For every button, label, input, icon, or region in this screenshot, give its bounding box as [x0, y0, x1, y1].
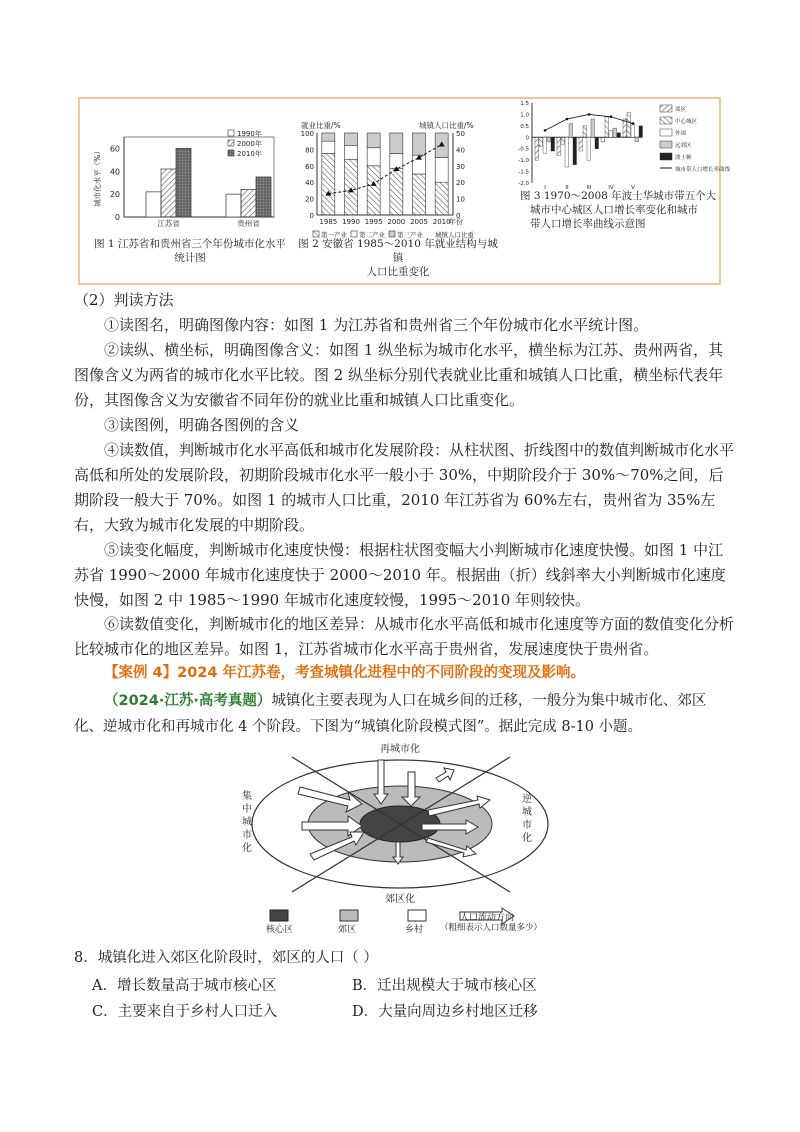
fig3-legend-label: 郊区 — [675, 107, 687, 113]
fig1-legend-swatch — [228, 130, 234, 136]
fig2-xtick: 2000 — [387, 218, 406, 226]
fig2-bar-segment — [390, 133, 403, 154]
fig3-legend-label: 外围 — [675, 131, 687, 137]
option-c[interactable]: C．主要来自于乡村人口迁入 — [92, 1004, 278, 1020]
fig2-right-tick: 50 — [456, 130, 465, 138]
fig2-left-tick: 20 — [305, 195, 314, 204]
fig3-bar — [609, 130, 613, 137]
fig3-bar — [573, 137, 577, 164]
fig1-bar — [161, 169, 176, 217]
fig1-xtick: 江苏省 — [157, 219, 180, 228]
fig2-left-label: 就业比重/% — [301, 121, 341, 130]
fig2-xtick: 1990 — [342, 218, 360, 226]
fig1-ytick: 60 — [109, 144, 120, 154]
method-step-1: ①读图名，明确图像内容：如图 1 为江苏省和贵州省三个年份城市化水平统计图。 — [104, 316, 649, 334]
fig1-bar — [226, 194, 241, 217]
fig3-xtick: V — [631, 185, 635, 191]
fig3-legend-swatch — [660, 105, 672, 112]
method-step-5: ⑤读变化幅度，判断城市化速度快慢：根据柱状图变幅大小判断城市化速度快慢。如图 1 中江苏省 1990～2000 年城市化速度快于 2000～2010 年。根据曲（折）线斜率大小判断城市化速度快慢，如图 2 中 1985～1990 年城市化速度较慢，1995～2010 年则较快。 — [74, 541, 726, 609]
fig3-bar — [605, 117, 609, 138]
fig3-growth-point — [544, 129, 547, 132]
fig2-bar-segment — [345, 159, 358, 215]
fig3-legend-swatch — [660, 141, 672, 148]
fig1-bar-chart — [88, 123, 288, 233]
fig1-legend-swatch — [228, 150, 234, 156]
fig3-legend-label: 城市带人口增长率曲线 — [675, 167, 731, 173]
method-step-6: ⑥读数值变化，判断城市化的地区差异：从城市化水平高低和城市化速度等方面的数值变化分析比较城市化的地区差异。如图 1，江苏省城市化水平高于贵州省，发展速度快于贵州省。 — [74, 615, 735, 658]
fig3-caption-line2: 城市中心城区人口增长率变化和城市 — [530, 204, 698, 216]
fig3-bar — [569, 124, 573, 138]
fig2-right-tick: 10 — [456, 195, 465, 204]
fig2-bar-segment — [367, 148, 380, 166]
fig1-legend-label: 2000年 — [237, 140, 262, 148]
case-source: （2024·江苏·高考真题） — [104, 693, 272, 709]
fig1-legend-swatch — [228, 140, 234, 146]
case-intro — [74, 688, 734, 740]
fig2-xtick: 2005 — [410, 218, 428, 226]
legend-suburb-label: 郊区 — [338, 925, 357, 935]
fig2-bar-segment — [390, 168, 403, 215]
fig2-right-tick: 30 — [456, 162, 465, 171]
fig2-right-tick: 40 — [456, 146, 465, 155]
fig2-bar-segment — [413, 174, 426, 215]
fig2-bar-segment — [345, 145, 358, 159]
fig3-ytick: 0.5 — [520, 123, 529, 130]
legend-flow-label: 人口流动方向 — [460, 913, 515, 923]
fig3-bar-chart — [510, 99, 731, 191]
method-step-3: ③读图例，明确各图例的含义 — [104, 416, 300, 434]
fig3-legend-label: 波士顿 — [675, 155, 692, 161]
option-d[interactable]: D．大量向周边乡村地区迁移 — [352, 1004, 538, 1020]
fig2-xtick: 2010 — [432, 218, 451, 226]
fig1-legend-label: 1990年 — [237, 130, 262, 138]
fig2-bar-segment — [322, 154, 335, 216]
fig1-bar — [176, 148, 191, 217]
fig3-bar — [601, 137, 605, 142]
fig3-bar — [617, 133, 621, 138]
fig3-ytick: -1.5 — [518, 169, 529, 176]
fig2-bar-segment — [367, 166, 380, 215]
fig1-xtick: 贵州省 — [237, 219, 260, 228]
fig3-bar — [639, 126, 643, 137]
case-text: 城镇化主要表现为人口在城乡间的迁移，一般分为集中城市化、郊区化、逆城市化和再城市化 4 个阶段。下图为“城镇化阶段模式图”。据此完成 8-10 小题。 — [74, 693, 707, 735]
fig3-bar — [579, 137, 583, 151]
fig3-bar — [557, 137, 561, 155]
fig1-bar — [146, 192, 161, 217]
fig3-ytick: -1.0 — [518, 158, 529, 165]
fig3-xtick: IV — [608, 185, 614, 191]
fig2-legend-label: 第三产业 — [397, 231, 423, 239]
fig3-growth-point — [566, 118, 569, 121]
label-reurbanization: 再城市化 — [380, 744, 420, 755]
fig1-caption-line1: 图 1 江苏省和贵州省三个年份城市化水平 — [94, 238, 286, 250]
fig3-bar — [535, 137, 539, 160]
urbanization-stage-diagram — [240, 742, 570, 937]
legend-rural-swatch — [408, 910, 426, 921]
fig3-xtick: III — [586, 185, 592, 191]
fig2-bar-segment — [345, 133, 358, 145]
fig3-bar — [635, 137, 639, 142]
fig2-legend-label: 第二产业 — [359, 231, 385, 239]
legend-rural-label: 乡村 — [405, 925, 424, 935]
fig3-ytick: -2.0 — [518, 181, 529, 187]
fig3-growth-point — [610, 115, 613, 118]
question-stem: 8．城镇化进入郊区化阶段时，郊区的人口（ ） — [74, 950, 378, 966]
legend-suburb-swatch — [340, 910, 358, 921]
fig1-ytick: 0 — [114, 213, 120, 222]
figure-panel — [78, 97, 731, 285]
fig2-caption-line2: 人口比重变化 — [366, 266, 430, 278]
legend-flow-note: （粗细表示人口数量多少） — [440, 923, 543, 933]
fig3-bar — [583, 126, 587, 137]
method-step-2: ②读纵、横坐标，明确图像含义：如图 1 纵坐标为城市化水平，横坐标为江苏、贵州两省，其图像含义为两省的城市化水平比较。图 2 纵坐标分别代表就业比重和城镇人口比重，横坐标代表年份，其图像含义为安徽省不同年份的就业比重和城镇人口比重变化。 — [74, 341, 724, 409]
fig3-bar — [565, 137, 569, 167]
fig2-xunit: 年份 — [449, 218, 463, 226]
fig3-xtick: I — [544, 185, 546, 191]
fig2-left-tick: 0 — [309, 212, 314, 220]
fig2-left-tick: 100 — [300, 130, 314, 138]
fig2-legend-label: 第一产业 — [321, 231, 347, 239]
fig3-bar — [539, 137, 543, 146]
fig3-ytick: 1.5 — [520, 101, 529, 107]
fig3-bar — [551, 137, 555, 151]
fig1-caption-line2: 统计图 — [174, 252, 206, 264]
fig2-combo-chart — [295, 117, 495, 242]
fig3-bar — [543, 137, 547, 153]
fig1-bar — [241, 190, 256, 217]
case-title: 【案例 4】2024 年江苏卷，考查城镇化进程中的不同阶段的变现及影响。 — [104, 665, 586, 681]
fig3-bar — [587, 137, 591, 160]
fig1-bar — [256, 177, 271, 217]
method-step-4: ④读数值，判断城市化水平高低和城市化发展阶段：从柱状图、折线图中的数值判断城市化水平高低和所处的发展阶段，初期阶段城市化水平一般小于 30%，中期阶段介于 30%～70%之间，后期阶段一般大于 70%。如图 1 的城市人口比重，2010 年江苏省为 60%左右，贵州省为 35%左右，大致为城市化发展的中期阶段。 — [74, 441, 735, 534]
fig2-bar-segment — [322, 141, 335, 153]
fig1-ytick: 40 — [109, 167, 120, 177]
fig2-legend-label: 城镇人口比重 — [435, 231, 474, 239]
fig2-bar-segment — [322, 133, 335, 141]
fig2-caption-line1: 图 2 安徽省 1985～2010 年就业结构与城镇 — [298, 238, 498, 264]
fig2-left-tick: 40 — [305, 179, 314, 188]
fig2-xtick: 1995 — [364, 218, 383, 226]
fig2-left-tick: 60 — [305, 162, 314, 171]
fig3-xtick: II — [565, 185, 569, 191]
legend-core-label: 核心区 — [266, 925, 294, 935]
fig3-bar — [613, 128, 617, 137]
fig3-bar — [631, 124, 635, 138]
fig3-bar — [595, 137, 599, 148]
fig3-legend-label: 中心城区 — [675, 119, 698, 125]
fig2-bar-segment — [435, 182, 448, 215]
option-b[interactable]: B．迁出规模大于城市核心区 — [352, 978, 537, 994]
label-suburbanization: 郊区化 — [385, 894, 415, 905]
fig2-right-tick: 0 — [456, 212, 461, 220]
fig3-caption-line3: 带人口增长率曲线示意图 — [530, 218, 646, 230]
fig2-xtick: 1985 — [319, 218, 338, 226]
label-concentrated-urbanization: 集中城市化 — [242, 791, 252, 854]
fig3-legend-label: 远郊区 — [675, 143, 692, 149]
fig3-bar — [627, 112, 631, 137]
fig2-bar-segment — [390, 154, 403, 169]
fig1-legend-label: 2010年 — [237, 150, 262, 158]
fig1-ytick: 20 — [109, 190, 120, 200]
fig2-bar-segment — [435, 158, 448, 183]
label-counter-urbanization: 逆城市化 — [522, 794, 532, 844]
fig1-ylabel: 城市化水平（%） — [93, 147, 102, 207]
fig2-bar-segment — [367, 133, 380, 148]
fig2-left-tick: 80 — [305, 146, 314, 155]
fig3-legend-swatch — [660, 153, 672, 160]
fig3-caption-line1: 图 3 1970～2008 年波士华城市带五个大 — [520, 190, 717, 202]
fig3-bar — [547, 137, 551, 142]
fig3-bar — [561, 137, 565, 144]
fig3-growth-point — [632, 122, 635, 125]
legend-core-swatch — [270, 910, 288, 921]
fig2-right-label: 城镇人口比重/% — [419, 121, 474, 130]
fig2-right-tick: 20 — [456, 179, 465, 188]
fig3-growth-line — [545, 114, 633, 130]
fig3-growth-point — [588, 113, 591, 116]
option-a[interactable]: A．增长数量高于城市核心区 — [92, 978, 277, 994]
fig2-bar-segment — [413, 133, 426, 155]
fig3-legend-swatch — [660, 129, 672, 136]
fig3-ytick: 1.0 — [520, 112, 529, 119]
fig3-bar — [591, 119, 595, 137]
fig3-legend-swatch — [660, 117, 672, 124]
method-heading: （2）判读方法 — [74, 291, 174, 309]
fig3-ytick: 0 — [525, 135, 529, 142]
fig3-ytick: -0.5 — [518, 146, 529, 153]
